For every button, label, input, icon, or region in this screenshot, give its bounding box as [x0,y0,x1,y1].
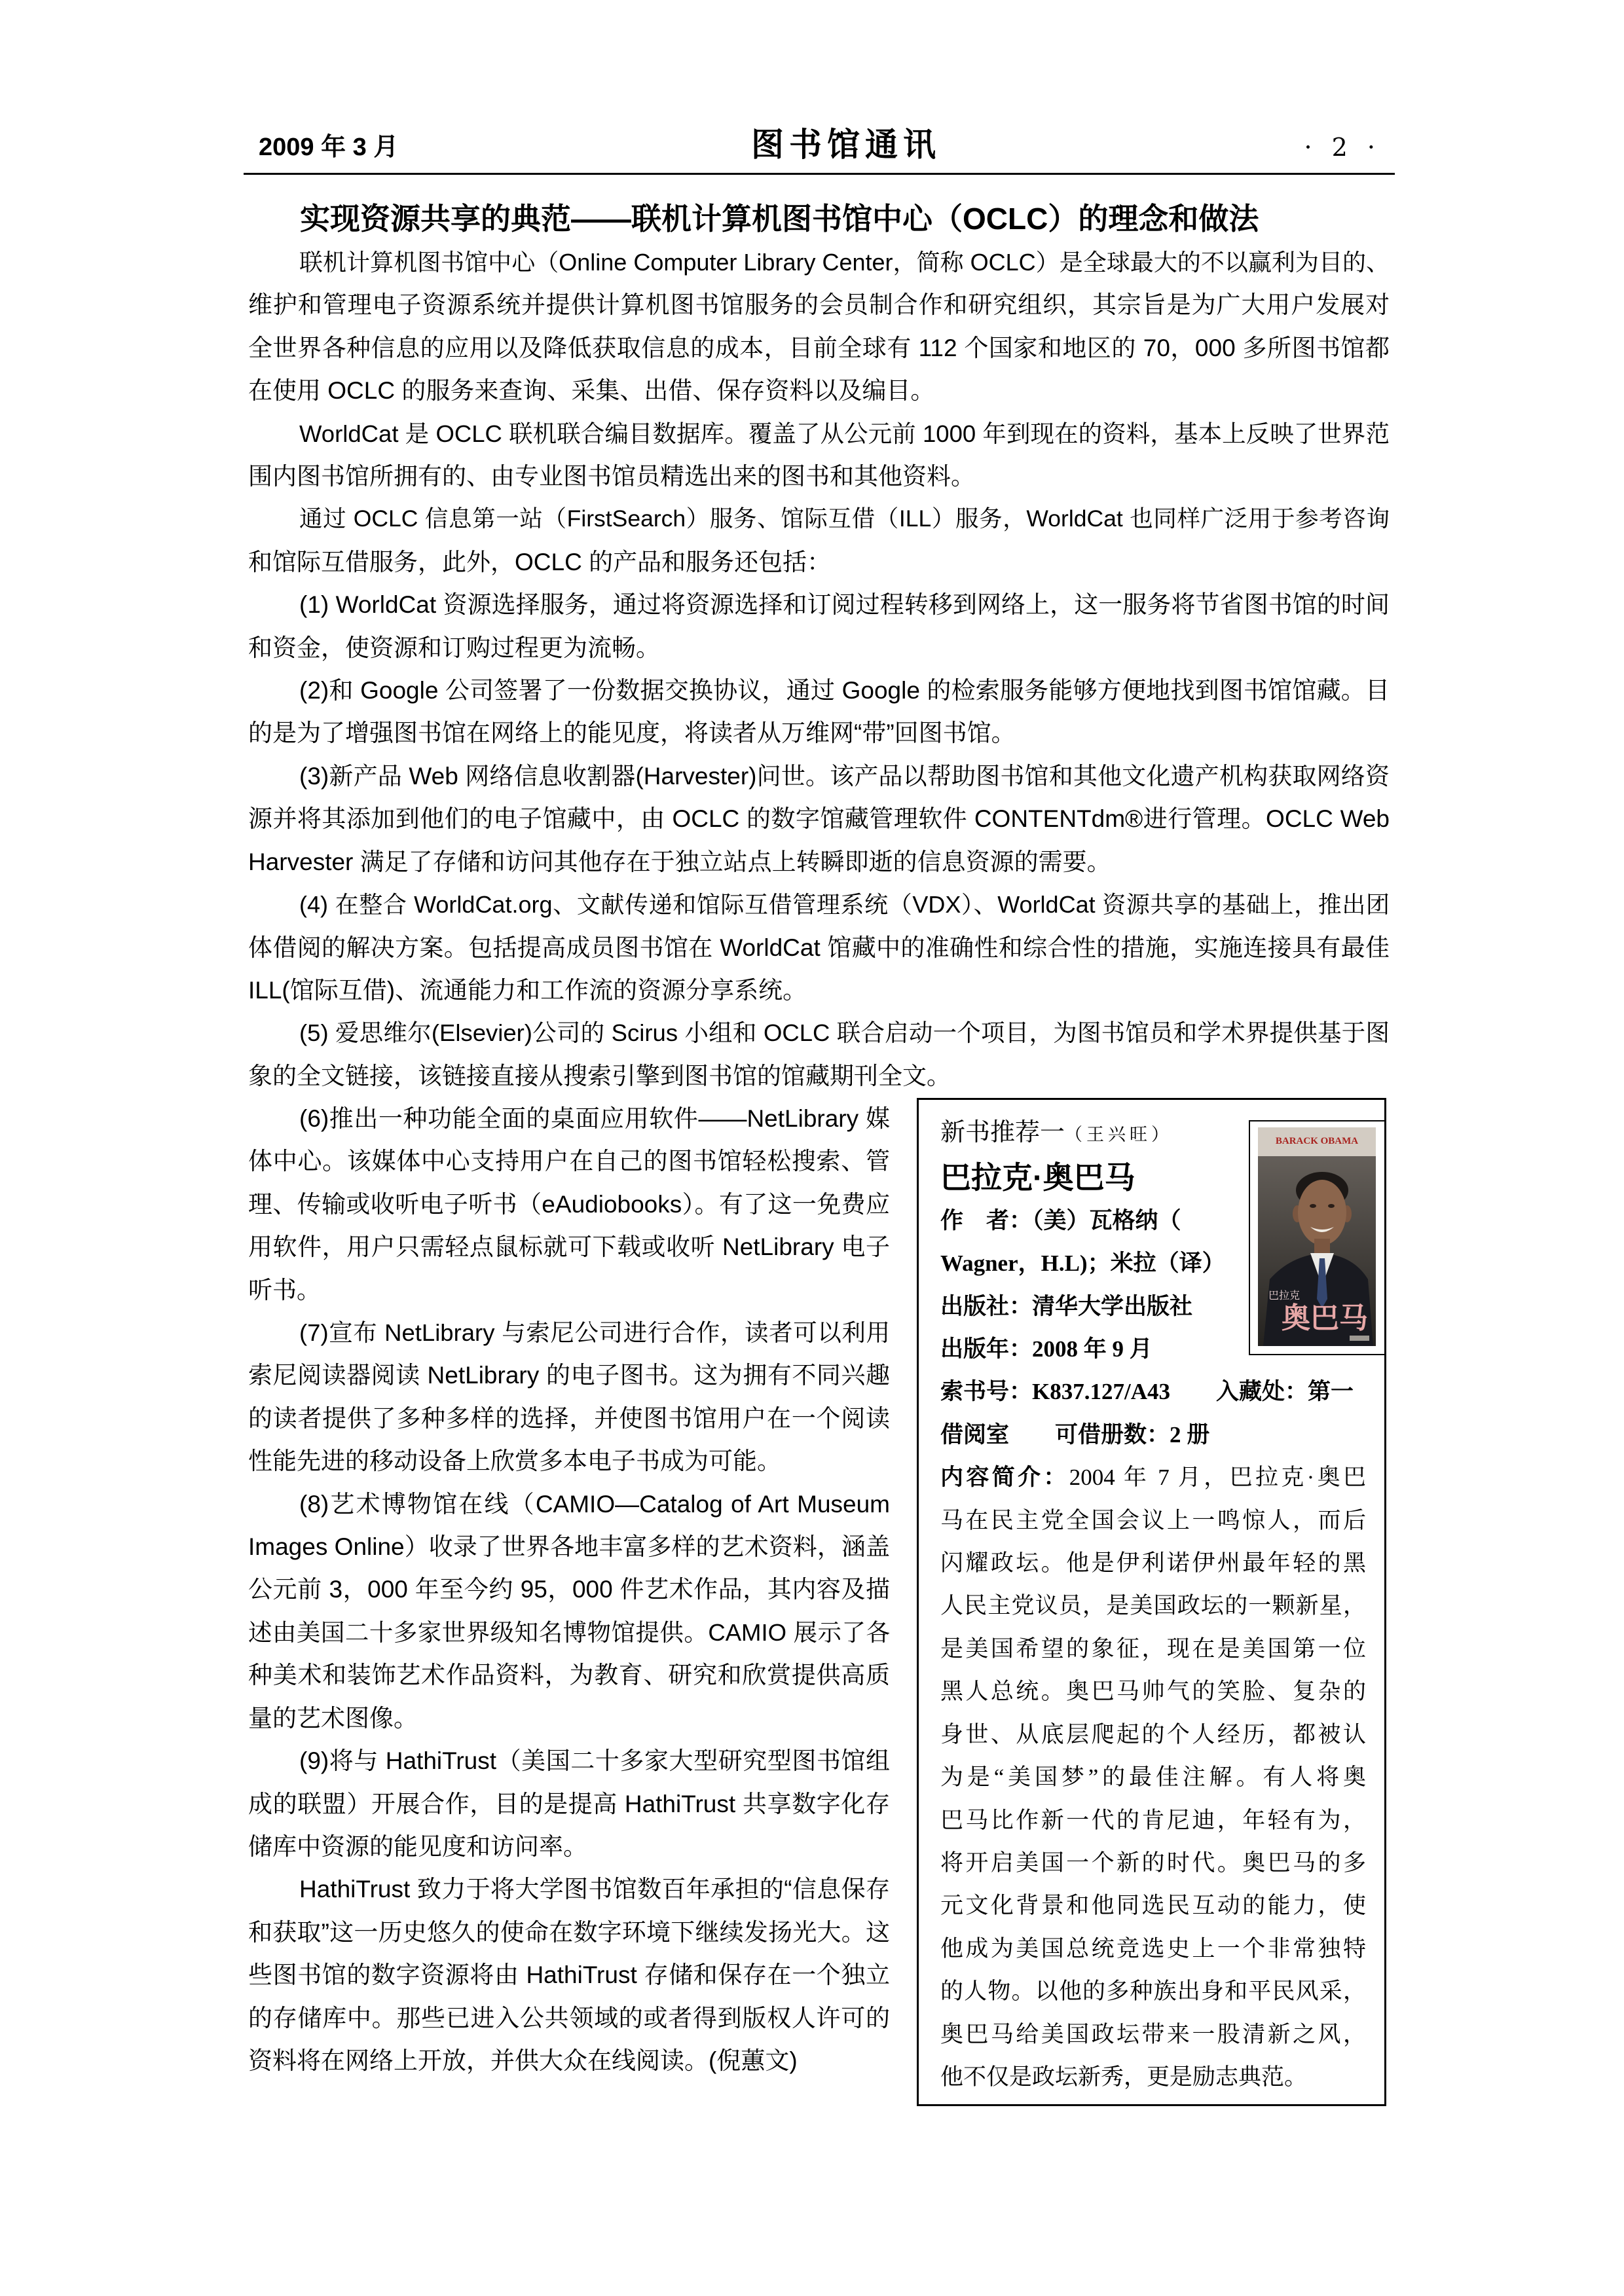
cover-title-en: BARACK OBAMA [1275,1136,1359,1146]
header-date: 2009 年 3 月 [259,134,399,161]
summary-line: 马在民主党全国会议上一鸣惊人，而后 [940,1507,1366,1533]
paragraph-line: (5) 爱思维尔(Elsevier)公司的 Scirus 小组和 OCLC 联合启动一个项目，为图书馆员和学术界提供基于图 [299,1019,1390,1047]
list-item-9 [248,1740,890,1868]
publication-name: 图书馆通讯 [751,125,941,164]
paragraph-line: WorldCat 是 OCLC 联机联合编目数据库。覆盖了从公元前 1000 年到现在的资料，基本上反映了世界范 [299,420,1390,447]
paragraph-line: (8)艺术博物馆在线（CAMIO—Catalog of Art Museum [299,1490,890,1518]
paragraph-line: 体中心。该媒体中心支持用户在自己的图书馆轻松搜索、管 [248,1148,890,1175]
paragraph-line: 听书。 [248,1276,321,1303]
recommender-name: （王兴旺） [1065,1125,1173,1144]
book-call-number-line: 索书号：K837.127/A43 入藏处：第一 [940,1379,1354,1405]
list-item-7 [248,1311,890,1483]
paragraph-line: 述由美国二十多家世界级知名博物馆提供。CAMIO 展示了各 [248,1618,890,1646]
paragraph-line: 公元前 3，000 年至今约 95，000 件艺术作品，其内容及描 [248,1576,890,1603]
list-item-1 [248,583,1390,669]
paragraph-line: 联机计算机图书馆中心（Online Computer Library Center，简称 OCLC）是全球最大的不以赢利为目的、 [299,249,1390,276]
paragraph-line: 的存储库中。那些已进入公共领域的或者得到版权人许可的 [248,2004,890,2032]
summary-line: 将开启美国一个新的时代。奥巴马的多 [940,1850,1366,1876]
book-publish-date-line: 出版年：2008 年 9 月 [940,1336,1153,1362]
paragraph-line: 些图书馆的数字资源将由 HathiTrust 存储和保存在一个独立 [248,1961,890,1989]
summary-line [940,1456,1366,1499]
book-author-line: Wagner，H.L)；米拉（译） [940,1250,1225,1277]
paragraph-oclc-intro [248,241,1390,412]
summary-line: 他不仅是政坛新秀，更是励志典范。 [940,2064,1308,2090]
paragraph-line: 和馆际互借服务，此外，OCLC 的产品和服务还包括： [248,548,832,575]
header-divider [244,173,1395,175]
box-heading-label: 新书推荐一 [940,1119,1065,1146]
summary-line: 巴马比作新一代的肯尼迪，年轻有为， [940,1807,1366,1833]
paragraph-line: 体借阅的解决方案。包括提高成员图书馆在 WorldCat 馆藏中的准确性和综合性的措施，实施连接具有最佳 [248,934,1390,961]
paragraph-line: 理、传输或收听电子听书（eAudiobooks）。有了这一免费应 [248,1190,890,1218]
paragraph-line: 索尼阅读器阅读 NetLibrary 的电子图书。这为拥有不同兴趣 [248,1362,890,1389]
summary-line: 是美国希望的象征，现在是美国第一位 [940,1635,1366,1662]
paragraph-line: 的是为了增强图书馆在网络上的能见度，将读者从万维网“带”回图书馆。 [248,720,1016,747]
book-author-line: 作 者：（美）瓦格纳（ [940,1207,1181,1233]
article-body-left-column [248,1097,890,2082]
paragraph-line: Images Online）收录了世界各地丰富多样的艺术资料，涵盖 [248,1533,890,1561]
paragraph-line: (4) 在整合 WorldCat.org、文献传递和馆际互借管理系统（VDX）、WorldCat 资源共享的基础上，推出团 [299,891,1390,919]
paragraph-line: (7)宣布 NetLibrary 与索尼公司进行合作，读者可以利用 [299,1319,890,1347]
paragraph-line: 围内图书馆所拥有的、由专业图书馆员精选出来的图书和其他资料。 [248,463,975,490]
summary-line: 闪耀政坛。他是伊利诺伊州最年轻的黑 [940,1550,1366,1576]
summary-line: 人民主党议员，是美国政坛的一颗新星， [940,1593,1366,1619]
cover-title-cn-large: 奥巴马 [1282,1302,1368,1335]
page-number: · 2 · [1304,133,1375,162]
paragraph-line: 在使用 OCLC 的服务来查询、采集、出借、保存资料以及编目。 [248,377,935,405]
paragraph-line: 维护和管理电子资源系统并提供计算机图书馆服务的会员制合作和研究组织，其宗旨是为广大用户发展对 [248,291,1390,319]
summary-line: 元文化背景和他同选民互动的能力，使 [940,1893,1366,1919]
summary-line: 的人物。以他的多种族出身和平民风采， [940,1978,1366,2005]
summary-line: 奥巴马给美国政坛带来一股清新之风， [940,2021,1366,2047]
paragraph-line: (6)推出一种功能全面的桌面应用软件——NetLibrary 媒 [299,1105,890,1132]
list-item-6 [248,1097,890,1311]
book-recommendation-text [940,1112,1366,2098]
paragraph-line: 通过 OCLC 信息第一站（FirstSearch）服务、馆际互借（ILL）服务，WorldCat 也同样广泛用于参考咨询 [299,505,1390,532]
paragraph-line: (1) WorldCat 资源选择服务，通过将资源选择和订阅过程转移到网络上，这一服务将节省图书馆的时间 [299,591,1390,619]
paragraph-line: 象的全文链接，该链接直接从搜索引擎到图书馆的馆藏期刊全文。 [248,1062,951,1089]
summary-label: 内容简介： [940,1465,1069,1491]
paragraph-line: (2)和 Google 公司签署了一份数据交换协议，通过 Google 的检索服务能够方便地找到图书馆馆藏。目 [299,677,1390,704]
summary-text: 2004 年 7 月，巴拉克·奥巴 [1069,1465,1366,1491]
paragraph-line: 量的艺术图像。 [248,1704,418,1732]
paragraph-line: (9)将与 HathiTrust（美国二十多家大型研究型图书馆组 [299,1747,890,1775]
box-heading [940,1112,1366,1156]
paragraph-line: 性能先进的移动设备上欣赏多本电子书成为可能。 [248,1448,781,1475]
paragraph-line: 的读者提供了多种多样的选择，并使图书馆用户在一个阅读 [248,1404,890,1432]
paragraph-line: 种美术和装饰艺术作品资料，为教育、研究和欣赏提供高质 [248,1662,890,1689]
paragraph-worldcat [248,412,1390,498]
paragraph-line: 和资金，使资源和订购过程更为流畅。 [248,634,660,661]
paragraph-line: 和获取”这一历史悠久的使命在数字环境下继续发扬光大。这 [248,1918,890,1946]
summary-line: 身世、从底层爬起的个人经历，都被认 [940,1721,1366,1747]
paragraph-services-intro [248,498,1390,583]
list-item-8 [248,1483,890,1740]
paragraph-hathitrust [248,1868,890,2082]
paragraph-line: HathiTrust 致力于将大学图书馆数百年承担的“信息保存 [299,1876,890,1903]
book-location-line: 借阅室 可借册数：2 册 [940,1421,1210,1448]
paragraph-line: 成的联盟）开展合作，目的是提高 HathiTrust 共享数字化存 [248,1790,890,1817]
summary-line: 黑人总统。奥巴马帅气的笑脸、复杂的 [940,1679,1366,1705]
paragraph-line: 资料将在网络上开放，并供大众在线阅读。(倪蕙文) [248,2047,798,2074]
paragraph-line: 用软件，用户只需轻点鼠标就可下载或收听 NetLibrary 电子 [248,1233,890,1261]
article-body-full-width [248,241,1390,1097]
paragraph-line: ILL(馆际互借)、流通能力和工作流的资源分享系统。 [248,976,807,1004]
book-recommendation-box [917,1098,1386,2106]
paragraph-line: 源并将其添加到他们的电子馆藏中，由 OCLC 的数字馆藏管理软件 CONTENTdm®进行管理。OCLC Web [248,805,1390,833]
summary-line: 为是“美国梦”的最佳注解。有人将奥 [940,1764,1366,1791]
paragraph-line: 全世界各种信息的应用以及降低获取信息的成本，目前全球有 112 个国家和地区的 70，000 多所图书馆都 [248,334,1390,361]
paragraph-line: Harvester 满足了存储和访问其他存在于独立站点上转瞬即逝的信息资源的需要。 [248,848,1111,875]
paragraph-line: 储库中资源的能见度和访问率。 [248,1832,587,1860]
article-title: 实现资源共享的典范——联机计算机图书馆中心（OCLC）的理念和做法 [300,202,1259,236]
summary-line: 他成为美国总统竞选史上一个非常独特 [940,1935,1366,1961]
list-item-3 [248,755,1390,883]
list-item-2 [248,669,1390,755]
book-publisher-line: 出版社：清华大学出版社 [940,1293,1193,1319]
paragraph-line: (3)新产品 Web 网络信息收割器(Harvester)问世。该产品以帮助图书馆和其他文化遗产机构获取网络资 [299,762,1390,790]
list-item-5 [248,1011,1390,1097]
list-item-4 [248,883,1390,1011]
book-title: 巴拉克·奥巴马 [940,1160,1135,1195]
cover-title-cn-small: 巴拉克 [1268,1289,1301,1302]
